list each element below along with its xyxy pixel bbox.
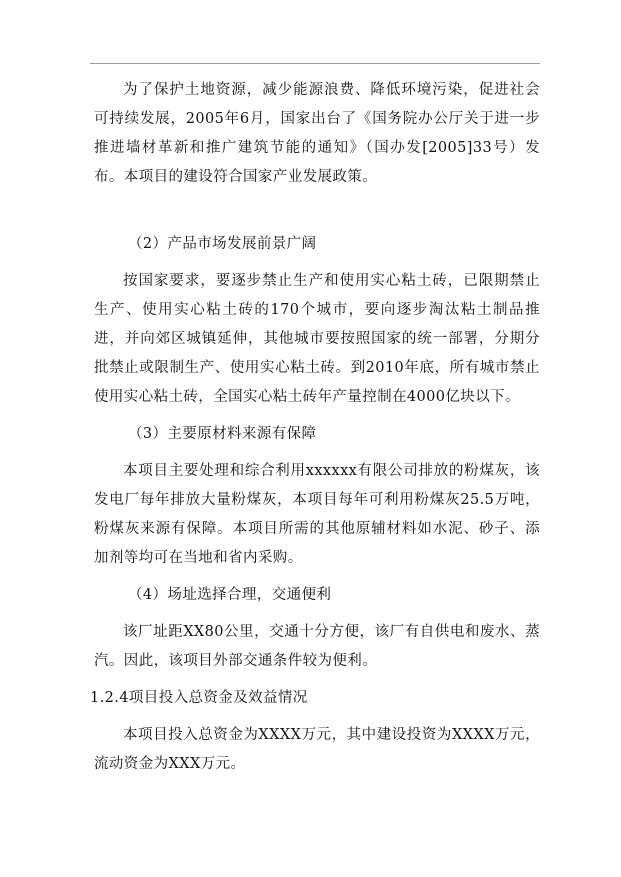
heading-site-selection: （4）场址选择合理，交通便利	[128, 587, 332, 603]
paragraph-site: 该厂址距XX80公里，交通十分方便，该厂有自供电和废水、蒸汽。因此，该项目外部交通条件较为便利。	[94, 624, 540, 669]
section-heading-investment: 1.2.4项目投入总资金及效益情况	[90, 690, 308, 706]
heading-raw-materials: （3）主要原材料来源有保障	[128, 426, 317, 442]
paragraph-market: 按国家要求，要逐步禁止生产和使用实心粘土砖，已限期禁止生产、使用实心粘土砖的170个城市，要向逐步淘汰粘土制品推进，并向郊区城镇延伸，其他城市要按照国家的统一部署，分期分批禁止或限制生产、使用实心粘土砖。到2010年底，所有城市禁止使用实心粘土砖，全国实心粘土砖年产量控制在4000亿块以下。	[94, 273, 540, 405]
paragraph-policy: 为了保护土地资源，减少能源浪费、降低环境污染，促进社会可持续发展，2005年6月，国家出台了《国务院办公厅关于进一步推进墙材革新和推广建筑节能的通知》（国办发[2005]33号）发布。本项目的建设符合国家产业发展政策。	[94, 82, 540, 185]
header-rule	[90, 63, 540, 64]
document-body	[90, 76, 540, 779]
paragraph-investment: 本项目投入总资金为XXXX万元，其中建设投资为XXXX万元，流动资金为XXX万元。	[94, 727, 540, 772]
heading-market-prospects: （2）产品市场发展前景广阔	[128, 236, 317, 252]
paragraph-raw-materials: 本项目主要处理和综合利用xxxxxx有限公司排放的粉煤灰，该发电厂每年排放大量粉煤灰，本项目每年可利用粉煤灰25.5万吨，粉煤灰来源有保障。本项目所需的其他原辅材料如水泥、砂子、添加剂等均可在当地和省内采购。	[94, 463, 540, 566]
